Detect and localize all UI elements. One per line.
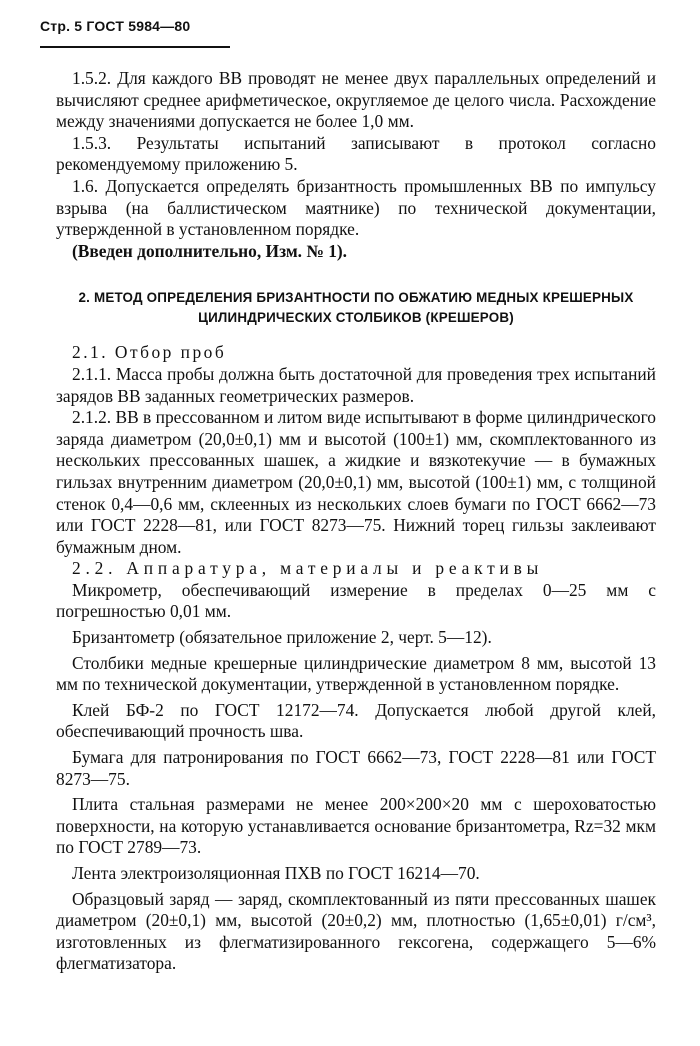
amendment-note: (Введен дополнительно, Изм. № 1).: [72, 240, 348, 261]
section-2-title: 2. МЕТОД ОПРЕДЕЛЕНИЯ БРИЗАНТНОСТИ ПО ОБЖАТИЮ МЕДНЫХ КРЕШЕРНЫХ ЦИЛИНДРИЧЕСКИХ СТОЛБИКОВ (КРЕШЕРОВ): [78, 290, 634, 326]
clause-1-5-2: 1.5.2. Для каждого ВВ проводят не менее двух параллельных определений и вычисляют среднее арифметическое, округляемое де целого числа. Расхождение между значениями допускается не более 1,0 мм.: [56, 68, 656, 132]
page-header: Стр. 5 ГОСТ 5984—80: [40, 18, 191, 34]
clause-1-6: 1.6. Допускается определять бризантность промышленных ВВ по импульсу взрыва (на баллистическом маятнике) по технической документации, утвержденной в установленном порядке.: [56, 175, 656, 240]
document-body: [56, 68, 656, 975]
header-rule: [40, 46, 230, 48]
item-reference-charge: Образцовый заряд — заряд, скомплектованный из пяти прессованных шашек диаметром (20±0,1) мм, высотой (20±0,2) мм, плотностью (1,65±0,01) г/см³, изготовленных из флегматизированного гексогена, содержащего 5—6% флегматизатора.: [56, 888, 656, 974]
heading-2-1-sampling: 2.1. Отбор проб: [72, 342, 227, 363]
clause-2-1-1: 2.1.1. Масса пробы должна быть достаточной для проведения трех испытаний зарядов ВВ заданных геометрических размеров.: [56, 363, 656, 406]
item-tape: Лента электроизоляционная ПХВ по ГОСТ 16214—70.: [72, 863, 480, 883]
item-steel-plate: Плита стальная размерами не менее 200×200×20 мм с шероховатостью поверхности, на которую устанавливается основание бризантометра, Rz=32 мкм по ГОСТ 2789—73.: [56, 794, 656, 858]
clause-1-5-3: 1.5.3. Результаты испытаний записывают в протокол согласно рекомендуемому приложению 5.: [56, 132, 656, 175]
clause-2-1-2: 2.1.2. ВВ в прессованном и литом виде испытывают в форме цилиндрического заряда диаметром (20,0±0,1) мм и высотой (100±1) мм, скомплектованного из нескольких прессованных шашек, а жидкие и вязкотекучие — в бумажных гильзах внутренним диаметром (20,0±0,1) мм, высотой (100±1) мм, с толщиной стенок 0,4—0,6 мм, склеенных из нескольких слоев бумаги по ГОСТ 6662—73 или ГОСТ 2228—81, или ГОСТ 8273—75. Нижний торец гильзы заклеивают бумажным дном.: [56, 407, 656, 557]
item-copper-crushers: Столбики медные крешерные цилиндрические диаметром 8 мм, высотой 13 мм по технической документации, утвержденной в установленном порядке.: [56, 652, 656, 695]
item-brisantometer: Бризантометр (обязательное приложение 2, черт. 5—12).: [72, 627, 492, 648]
item-micrometer: Микрометр, обеспечивающий измерение в пределах 0—25 мм с погрешностью 0,01 мм.: [56, 579, 656, 622]
heading-2-2-apparatus: 2.2. Аппаратура, материалы и реактивы: [72, 558, 544, 579]
item-paper: Бумага для патронирования по ГОСТ 6662—73, ГОСТ 2228—81 или ГОСТ 8273—75.: [56, 747, 656, 789]
item-glue: Клей БФ-2 по ГОСТ 12172—74. Допускается любой другой клей, обеспечивающий прочность шва.: [56, 699, 656, 742]
